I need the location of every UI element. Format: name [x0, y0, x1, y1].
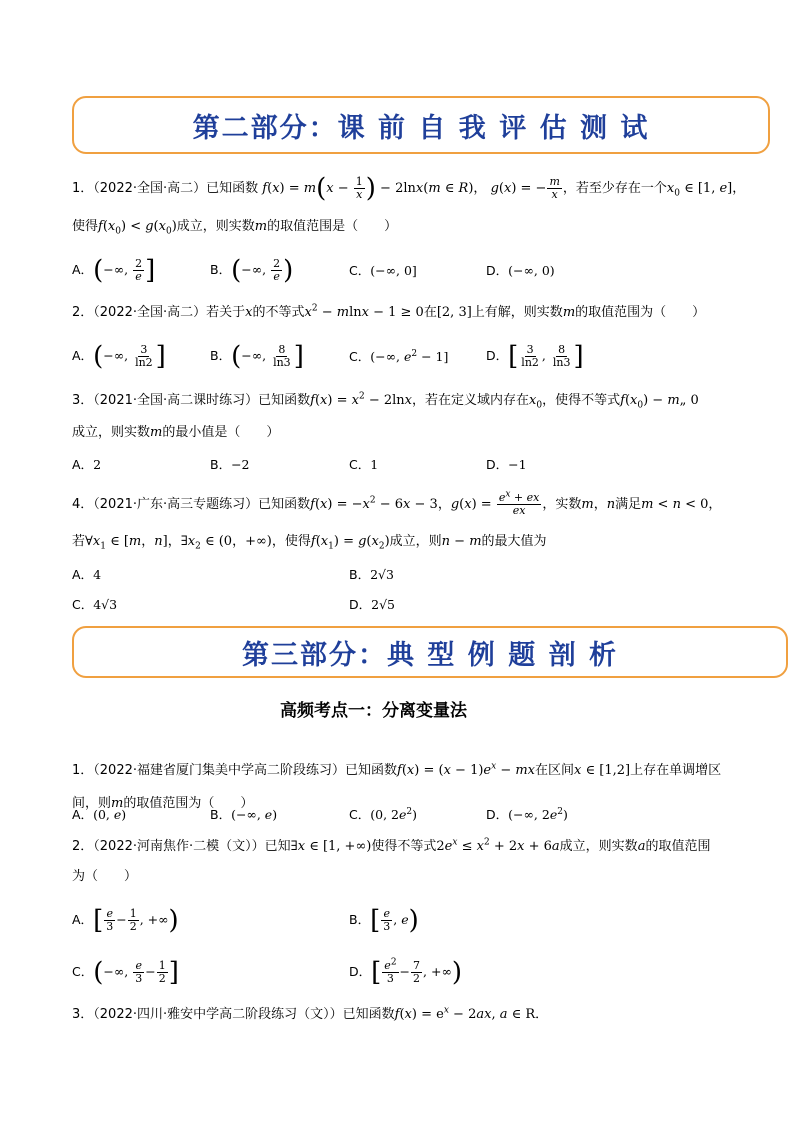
question-3-line-2: 成立，则实数m的最小值是（ ）: [72, 425, 280, 440]
question-2-line-1: 2．（2022·全国·高二）若关于x的不等式$x^2 - mlnx - 1 \ge 0$在[2, 3]上有解，则实数m的取值范围为（ ）: [72, 303, 706, 320]
section-banner-part3: [72, 626, 788, 678]
question-4-options: A．4 B．2√3 C．4√3 D．2√5: [72, 567, 396, 612]
example-2-line-2: 为（ ）: [72, 869, 138, 884]
example-3-line-1: 3．（2022·四川·雅安中学高二阶段练习（文））已知函数$f(x) = e^x - 2ax$, a ∈ R．: [72, 1005, 549, 1022]
question-3-line-1: 3．（2021·全国·高二课时练习）已知函数$f(x) = x^2 - 2\ln x$，若在定义域内存在$x_0$，使得不等式$f(x_0)$ − m„ 0: [72, 391, 699, 411]
question-4-line-2: 若$\forall x_1$ ∈ [m，n]，$\exists x_2$ ∈ (0，+∞)，使得$f(x_1) = g(x_2)$成立，则n − m的最大值为: [72, 534, 547, 552]
example-2-line-1: 2．（2022·河南焦作·二模（文））已知∃x ∈ [1, +∞)使得不等式$2e^x \le x^2 + 2x + 6a$成立，则实数a的取值范围: [72, 837, 711, 854]
example-1-line-2: 间，则m的取值范围为（ ）: [72, 796, 254, 811]
subheading: 高频考点一：分离变量法: [280, 701, 467, 721]
question-1-line-1: 1．（2022·全国·高二）已知函数 f(x) = m(x − $\frac{1}{x}$ ) − 2lnx(m ∈ R)， g(x) = − $\frac{m}{x}$ ，若至少存在一个$x_0$ ∈ [1, e]，: [72, 173, 746, 204]
question-1-line-2: 使得$f(x_0) < g(x_0)$成立，则实数m的取值范围是（ ）: [72, 219, 398, 237]
question-4-line-1: 4．（2021·广东·高三专题练习）已知函数$f(x) = -x^2 - 6x - 3$，g(x) = $\frac{e^x + ex}{ex}$ ，实数m，n满足m < n < 0，: [72, 489, 722, 517]
section-title: 第二部分：课 前 自 我 评 估 测 试: [192, 112, 650, 144]
section-banner-part2: [72, 96, 770, 154]
example-2-options: A．[ $\frac{e}{3}$ − $\frac{1}{2}$ , +∞) B．[ $\frac{e}{3}$ , e) C．(−∞, $\frac{e}{3}$ − $\frac{1}{2}$ ] D．[ $\frac{e^2}{3}$ − $\frac{7}{2}$ , +∞): [72, 905, 463, 988]
section-title: 第三部分：典 型 例 题 剖 析: [242, 639, 618, 671]
example-1-line-1: 1．（2022·福建省厦门集美中学高二阶段练习）已知函数$f(x) = (x - 1)e^x$ − mx在区间x ∈ [1,2]上存在单调增区: [72, 761, 722, 778]
